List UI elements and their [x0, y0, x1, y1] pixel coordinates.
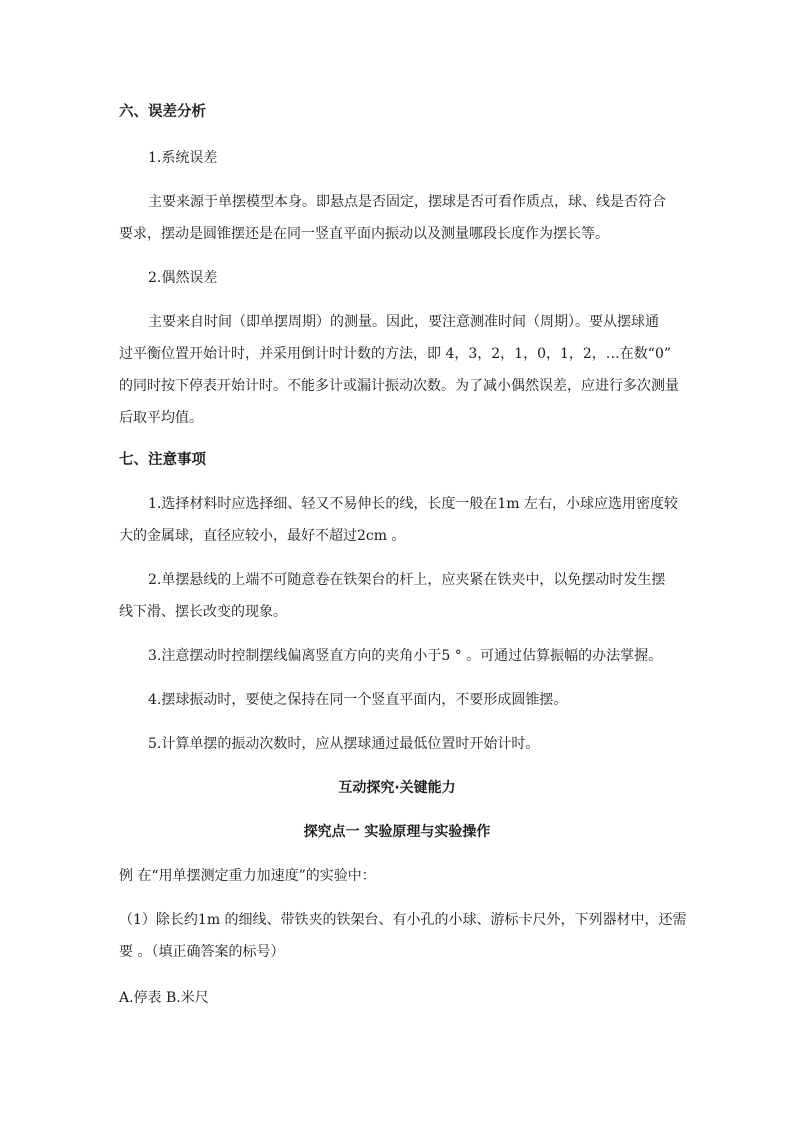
text-line: 2.单摆悬线的上端不可随意卷在铁架台的杆上，应夹紧在铁夹中，以免摆动时发生摆 — [148, 572, 666, 588]
text-line: 后取平均值。 — [119, 410, 203, 426]
note-item-5: 5.计算单摆的振动次数时，应从摆球通过最低位置时开始计时。 — [148, 736, 540, 752]
question-1 — [119, 904, 687, 968]
example-intro: 例 在“用单摆测定重力加速度”的实验中： — [119, 868, 376, 884]
note-item-1 — [119, 488, 678, 552]
text-line: 要 。（填正确答案的标号） — [119, 944, 285, 960]
text-line: 主要来源于单摆模型本身。即悬点是否固定，摆球是否可看作质点，球、线是否符合 — [148, 194, 666, 210]
section-title-error-analysis: 六、误差分析 — [119, 104, 206, 120]
text-line: 过平衡位置开始计时，并采用倒计时计数的方法，即 4，3，2，1，0，1，2，…在数“0” — [119, 346, 672, 362]
subsection-title-systematic-error: 1.系统误差 — [148, 150, 218, 166]
subsection-title-exploration-1: 探究点一 实验原理与实验操作 — [303, 824, 491, 840]
text-line: 大的金属球，直径应较小，最好不超过2cm 。 — [119, 528, 406, 544]
note-item-4: 4.摆球振动时，要使之保持在同一个竖直平面内，不要形成圆锥摆。 — [148, 692, 568, 708]
text-line: 主要来自时间（即单摆周期）的测量。因此，要注意测准时间（周期）。要从摆球通 — [148, 314, 659, 330]
text-line: 线下滑、摆长改变的现象。 — [119, 604, 287, 620]
subsection-title-random-error: 2.偶然误差 — [148, 270, 218, 286]
section-title-interactive: 互动探究·关键能力 — [338, 780, 456, 796]
text-line: （1）除长约1m 的细线、带铁夹的铁架台、有小孔的小球、游标卡尺外，下列器材中，还需 — [119, 912, 687, 928]
paragraph-random-error — [119, 306, 679, 434]
text-line: 的同时按下停表开始计时。不能多计或漏计振动次数。为了减小偶然误差，应进行多次测量 — [119, 378, 679, 394]
question-1-options: A.停表 B.米尺 — [119, 990, 209, 1006]
paragraph-systematic-error — [119, 186, 675, 250]
section-title-notes: 七、注意事项 — [119, 452, 206, 468]
note-item-3: 3.注意摆动时控制摆线偏离竖直方向的夹角小于5 ° 。可通过估算振幅的办法掌握。 — [148, 648, 663, 664]
text-line: 1.选择材料时应选择细、轻又不易伸长的线，长度一般在1m 左右，小球应选用密度较 — [148, 496, 678, 512]
note-item-2 — [119, 564, 675, 628]
text-line: 要求，摆动是圆锥摆还是在同一竖直平面内振动以及测量哪段长度作为摆长等。 — [119, 226, 609, 242]
